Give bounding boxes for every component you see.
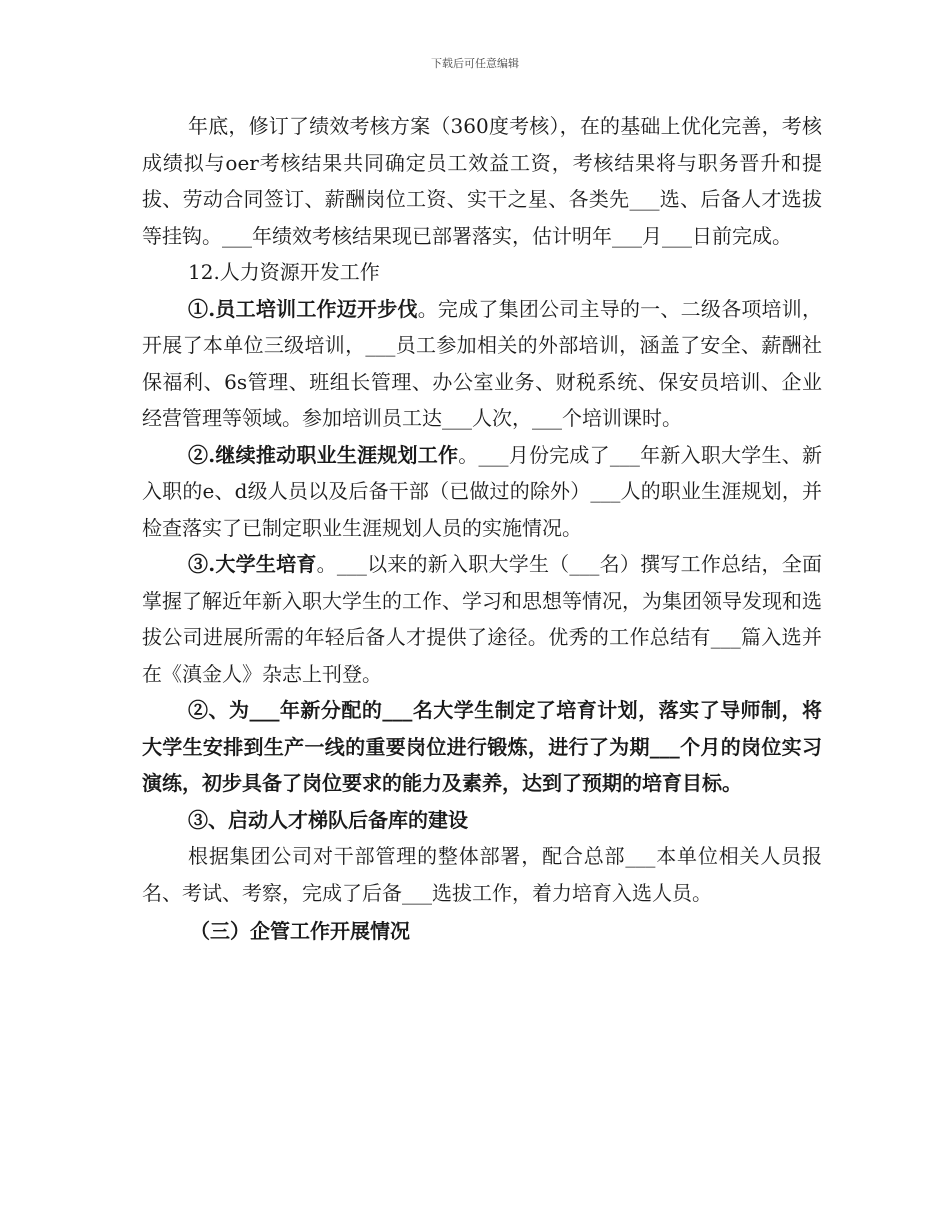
paragraph-graduate-cultivation-body: 。___以来的新入职大学生（___名）撰写工作总结，全面掌握了解近年新入职大学生的工作、学习和思想等情况，为集团领导发现和选拔公司进展所需的年轻后备人才提供了途径。优秀的工作总结有___篇入选并在《滇金人》杂志上刊登。	[142, 552, 822, 686]
paragraph-graduate-cultivation-title: ③.大学生培育	[188, 552, 317, 576]
paragraph-career-planning	[142, 437, 822, 547]
document-body	[142, 108, 822, 950]
paragraph-mentorship: ②、为___年新分配的___名大学生制定了培育计划，落实了导师制，将大学生安排到生产一线的重要岗位进行锻炼，进行了为期___个月的岗位实习演练，初步具备了岗位要求的能力及素养，达到了预期的培育目标。	[142, 698, 822, 795]
page-header: 下载后可任意编辑	[431, 57, 519, 70]
paragraph-training	[142, 291, 822, 437]
paragraph-talent-pool-heading: ③、启动人才梯队后备库的建设	[188, 807, 468, 832]
paragraph-performance-review: 年底，修订了绩效考核方案（360度考核），在的基础上优化完善，考核成绩拟与oer考核结果共同确定员工效益工资，考核结果将与职务晋升和提拔、劳动合同签订、薪酬岗位工资、实干之星、各类先___选、后备人才选拔等挂钩。___年绩效考核结果现已部署落实，估计明年___月___日前完成。	[142, 114, 822, 248]
paragraph-career-planning-title: ②.继续推动职业生涯规划工作	[188, 442, 459, 467]
paragraph-talent-pool: 根据集团公司对干部管理的整体部署，配合总部___本单位相关人员报名、考试、考察，完成了后备___选拔工作，着力培育入选人员。	[142, 844, 822, 905]
paragraph-training-title: ①.员工培训工作迈开步伐	[188, 296, 418, 321]
section-heading-enterprise-management: （三）企管工作开展情况	[190, 919, 410, 943]
section-heading-hr-development: 12.人力资源开发工作	[188, 260, 380, 284]
paragraph-career-planning-body: 。___月份完成了___年新入职大学生、新入职的e、d级人员以及后备干部（已做过的除外）___人的职业生涯规划，并检查落实了已制定职业生涯规划人员的实施情况。	[142, 442, 822, 540]
paragraph-training-body: 。完成了集团公司主导的一、二级各项培训，开展了本单位三级培训，___员工参加相关的外部培训，涵盖了安全、薪酬社保福利、6s管理、班组长管理、办公室业务、财税系统、保安员培训、企业经营管理等领域。参加培训员工达___人次，___个培训课时。	[142, 296, 822, 430]
paragraph-graduate-cultivation	[142, 546, 822, 692]
